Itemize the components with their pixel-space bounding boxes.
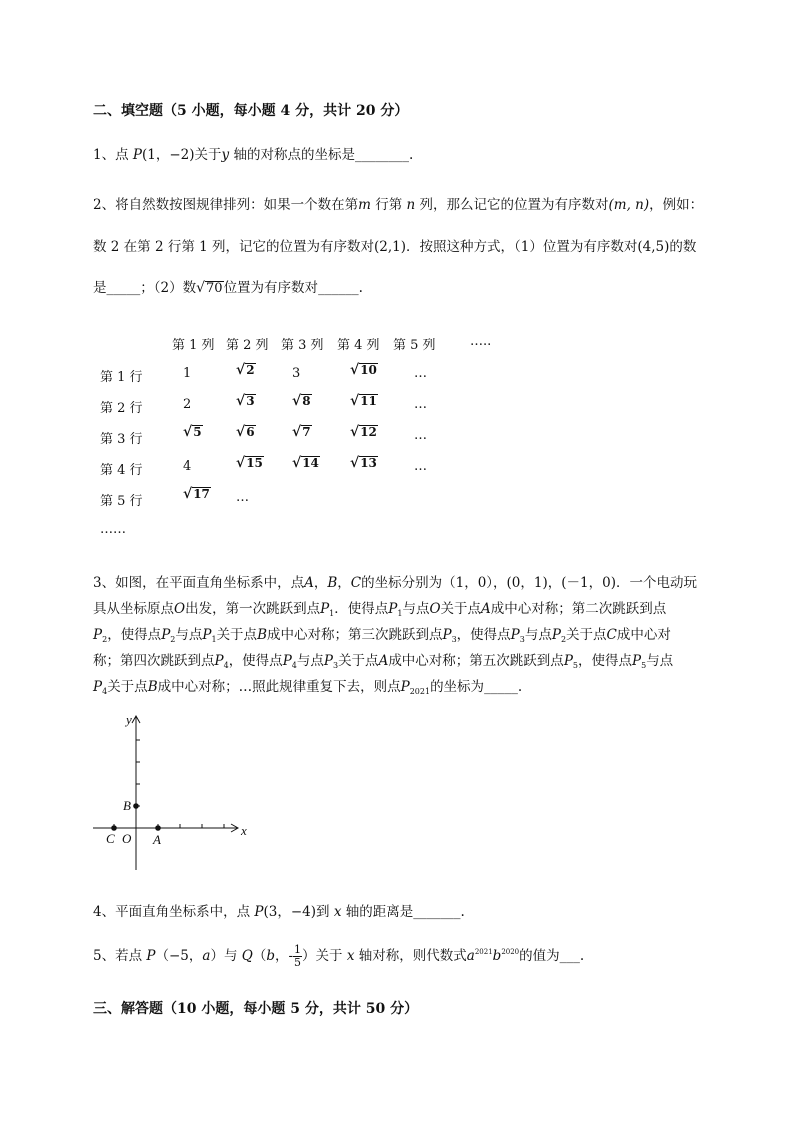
q3-sub: 5 — [572, 661, 578, 670]
q4-text: 轴的距离是 — [341, 904, 414, 920]
table-cell: √ 15 — [236, 455, 263, 471]
q2-pair-45: (4,5) — [637, 239, 670, 255]
table-cell: … — [414, 366, 427, 381]
q3-p: P — [388, 601, 398, 617]
q2-text: 位置为有序数对 — [223, 280, 319, 296]
q3-sub: 1 — [329, 609, 335, 618]
q5-var-a: a — [202, 948, 211, 964]
table-cell: √ 3 — [236, 393, 255, 409]
question-3-line-4 — [93, 649, 673, 670]
table-cell: √ 11 — [350, 393, 377, 409]
table-cell: √ 7 — [292, 424, 311, 440]
q5-point-q: Q — [241, 948, 253, 964]
section3-title: 三、解答题（10 小题，每小题 5 分，共计 50 分） — [93, 1001, 419, 1017]
q3-point-b: B — [147, 679, 158, 695]
q2-answer-blank-2[interactable]: ______ — [318, 280, 359, 296]
q5-minus: - — [288, 948, 294, 964]
table-col-header: 第 3 列 — [281, 338, 324, 353]
table-cell: √ 6 — [236, 424, 255, 440]
table-row-header: 第 2 行 — [100, 401, 143, 416]
q3-sub: 3 — [519, 635, 525, 644]
q4-axis-x: x — [333, 904, 342, 920]
q3-origin: O — [174, 601, 186, 617]
question-2-line-1 — [93, 193, 703, 213]
q4-answer-blank[interactable]: _______ — [413, 904, 461, 920]
q3-text: 关于点 — [440, 601, 482, 617]
question-3-line-2 — [93, 597, 666, 618]
q3-p: P — [320, 601, 330, 617]
table-cell: √ 13 — [350, 455, 377, 471]
question-2-line-3 — [93, 276, 363, 296]
question-4 — [93, 900, 465, 920]
section2-title: 二、填空题（5 小题，每小题 4 分，共计 20 分） — [93, 103, 409, 119]
q5-text: （−5， — [155, 948, 203, 964]
table-cell: √ 10 — [350, 362, 377, 378]
table-cell: … — [414, 397, 427, 412]
q3-text: 与点 — [296, 653, 324, 669]
table-row-header: 第 1 行 — [100, 370, 143, 385]
q1-answer-blank[interactable]: ________ — [354, 147, 409, 163]
q5-text: 轴对称，则代数式 — [354, 948, 467, 964]
q3-text: 出发，第一次跳跃到点 — [185, 601, 321, 617]
q5-text: ， — [274, 948, 289, 964]
q3-text: 关于点 — [566, 627, 607, 643]
q2-pair-21: (2,1) — [374, 239, 407, 255]
question-1 — [93, 143, 413, 163]
q5-fraction: $\frac{1}{5}$ — [294, 943, 302, 969]
q3-text: 具从坐标原点 — [93, 601, 174, 617]
label-a: A — [153, 832, 161, 847]
q1-text: 轴的对称点的坐标是 — [229, 147, 355, 163]
q3-text: ，使得点 — [578, 653, 632, 669]
q3-text: ，使得点 — [228, 653, 283, 669]
x-axis-label: x — [241, 823, 247, 838]
q1-point-p: P — [132, 147, 142, 163]
q3-text: 3、如图，在平面直角坐标系中，点 — [93, 575, 305, 591]
q4-text: 4、平面直角坐标系中，点 — [93, 904, 255, 920]
q1-num: 1、 — [93, 147, 116, 163]
table-cell: … — [414, 459, 427, 474]
q3-text: 称；第四次跳跃到点 — [93, 653, 215, 669]
q3-text: 成中心对称；第五次跳跃到点 — [388, 653, 564, 669]
origin-label: O — [122, 831, 132, 846]
q3-p: P — [202, 627, 212, 643]
q5-text: 5、若点 — [93, 948, 147, 964]
table-col-header: 第 4 列 — [337, 338, 380, 353]
q3-p: P — [400, 679, 410, 695]
table-row-header: 第 5 行 — [100, 494, 143, 509]
table-cell: √ 8 — [292, 393, 311, 409]
q3-sub: 1 — [211, 635, 217, 644]
q5-text: 的值为 — [519, 948, 560, 964]
q2-m: m — [358, 197, 371, 213]
q3-text: 与点 — [175, 627, 203, 643]
q2-text: 的数 — [669, 239, 697, 255]
question-2-line-2 — [93, 235, 696, 255]
q3-text: 成中心对称；第二次跳跃到点 — [490, 601, 667, 617]
q5-text: （ — [252, 948, 267, 964]
table-cell: √ 14 — [292, 455, 319, 471]
table-cell: √ 2 — [236, 362, 255, 378]
q2-text: 行第 — [370, 197, 407, 213]
q3-text: 与点 — [646, 653, 674, 669]
q3-point-a: A — [304, 575, 314, 591]
q3-text: 成中心对称；…照此规律重复下去，则点 — [157, 679, 401, 695]
q1-axis-y: y — [221, 147, 230, 163]
table-cell: 3 — [292, 366, 301, 381]
q5-text: ）关于 — [302, 948, 347, 964]
table-col-header: 第 2 列 — [226, 338, 269, 353]
q2-text: ；（2）数 — [140, 280, 197, 296]
q3-sub: 3 — [332, 661, 339, 670]
q2-text: ．按照这种方式，（1）位置为有序数对 — [406, 239, 638, 255]
q3-point-c: C — [606, 627, 617, 643]
q3-text: ， — [337, 575, 351, 591]
table-cell: √ 12 — [350, 424, 377, 440]
q5-answer-blank[interactable]: ___ — [559, 948, 580, 964]
q3-p: P — [214, 653, 224, 669]
q3-p: P — [510, 627, 520, 643]
q5-point-p: P — [146, 948, 156, 964]
q3-point-a: A — [481, 601, 491, 617]
table-cell: √ 5 — [183, 424, 202, 440]
table-col-header: ….. — [470, 334, 492, 349]
table-cell: √ 17 — [183, 486, 210, 502]
point-a — [155, 825, 161, 831]
q3-text: 成中心对称；第三次跳跃到点 — [266, 627, 443, 643]
q5-expr-a: a — [466, 948, 475, 964]
q3-sub: 1 — [397, 609, 403, 618]
q3-answer-blank[interactable]: _____ — [484, 679, 518, 695]
q3-point-b: B — [327, 575, 338, 591]
q5-exponent: 2021 — [474, 948, 493, 956]
q3-sub: 2 — [170, 635, 176, 644]
q3-text: 的坐标分别为（1，0），(0，1)，(－1，0)．一个电动玩 — [361, 575, 697, 591]
sqrt-70: √ 70 — [196, 280, 223, 296]
q4-end: . — [460, 904, 465, 920]
label-c: C — [106, 831, 115, 846]
q1-end: . — [408, 147, 414, 163]
q3-sub: 2 — [102, 635, 108, 644]
question-5 — [93, 944, 584, 969]
point-c — [111, 825, 117, 831]
q3-p: P — [93, 679, 103, 695]
q3-text: ．使得点 — [334, 601, 389, 617]
q3-text: 成中心对 — [616, 627, 671, 643]
q3-text: ，使得点 — [456, 627, 511, 643]
q5-axis-x: x — [346, 948, 355, 964]
q3-p: P — [632, 653, 642, 669]
table-cell: … — [414, 428, 427, 443]
q3-sub: 4 — [223, 661, 229, 670]
q3-sub: 3 — [451, 635, 457, 644]
q3-p: P — [323, 653, 333, 669]
q3-text: 的坐标为 — [430, 679, 485, 695]
q3-p: P — [282, 653, 292, 669]
q3-sub: 2 — [560, 635, 567, 644]
q3-text: 与点 — [524, 627, 552, 643]
coordinate-figure — [88, 708, 258, 878]
q3-text: 关于点 — [338, 653, 379, 669]
q5-end: . — [579, 948, 585, 964]
table-row-header: 第 4 行 — [100, 463, 143, 478]
q3-text: 关于点 — [216, 627, 258, 643]
q3-p: P — [442, 627, 452, 643]
label-b: B — [123, 798, 131, 813]
table-cell: 2 — [183, 397, 192, 412]
q5-expr-b: b — [492, 948, 502, 964]
q2-end: . — [358, 280, 363, 296]
q4-point-p: P — [254, 904, 264, 920]
table-row-header: …… — [100, 522, 126, 537]
q2-text: 列，那么记它的位置为有序数对 — [415, 197, 609, 213]
table-cell: … — [236, 490, 249, 505]
y-axis-label: y — [126, 712, 132, 727]
q3-point-b: B — [257, 627, 267, 643]
q3-text: ， — [313, 575, 328, 591]
q3-end: . — [517, 679, 523, 695]
question-3-line-1 — [93, 571, 697, 591]
table-col-header: 第 5 列 — [393, 338, 436, 353]
table-cell: 4 — [183, 459, 192, 474]
q2-text: 是 — [93, 280, 107, 296]
q4-text: (3，−4)到 — [263, 904, 334, 920]
q3-sub: 4 — [102, 687, 108, 696]
table-cell: 1 — [183, 366, 192, 381]
q3-point-c: C — [350, 575, 362, 591]
q1-text: 点 — [115, 147, 133, 163]
q3-origin: O — [429, 601, 441, 617]
q2-pair-mn: (m, n) — [608, 197, 650, 213]
q1-text: (1，−2)关于 — [141, 147, 222, 163]
q3-text: ，使得点 — [107, 627, 162, 643]
q3-sub: 4 — [291, 661, 297, 670]
q3-sub: 5 — [641, 661, 647, 670]
q3-p: P — [563, 653, 573, 669]
q3-sub: 2021 — [409, 687, 431, 696]
q2-answer-blank-1[interactable]: _____ — [106, 280, 141, 296]
q3-p: P — [93, 627, 103, 643]
q3-point-a: A — [378, 653, 389, 669]
q2-text: 2、将自然数按图规律排列：如果一个数在第 — [93, 197, 359, 213]
point-b — [133, 803, 139, 809]
question-3-line-5 — [93, 675, 522, 696]
q2-text: ，例如： — [649, 197, 704, 213]
table-col-header: 第 1 列 — [172, 338, 215, 353]
q3-p: P — [161, 627, 171, 643]
table-row-header: 第 3 行 — [100, 432, 143, 447]
q3-p: P — [551, 627, 561, 643]
q5-text: ）与 — [210, 948, 242, 964]
q3-text: 关于点 — [107, 679, 148, 695]
question-3-line-3 — [93, 623, 671, 644]
q5-var-b: b — [266, 948, 275, 964]
q2-n: n — [406, 197, 416, 213]
q2-text: 数 2 在第 2 行第 1 列，记它的位置为有序数对 — [93, 239, 375, 255]
q5-exponent: 2020 — [501, 948, 520, 956]
q3-text: 与点 — [402, 601, 430, 617]
